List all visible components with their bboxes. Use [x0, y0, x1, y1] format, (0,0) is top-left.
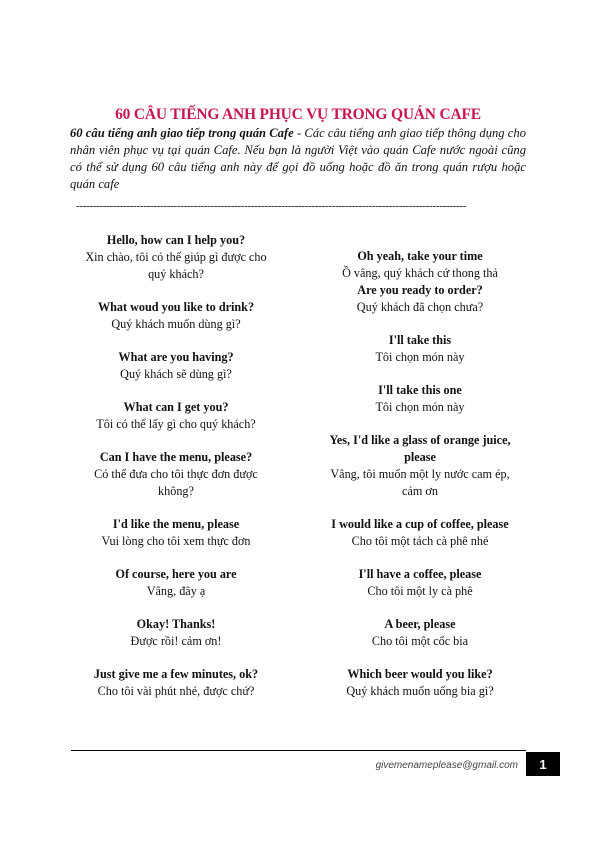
- phrase-item: [322, 666, 518, 700]
- document-title: 60 CÂU TIẾNG ANH PHỤC VỤ TRONG QUÁN CAFE: [115, 106, 481, 123]
- phrase-vietnamese: Vui lòng cho tôi xem thực đơn: [101, 534, 251, 548]
- phrase-item: [322, 566, 518, 616]
- phrase-english: I'll take this one: [378, 383, 462, 397]
- phrase-english: I'll take this: [388, 333, 452, 347]
- phrase-vietnamese: Cho tôi một tách cà phê nhé: [351, 534, 489, 548]
- phrase-column-left: [78, 232, 274, 700]
- phrase-english: I'd like the menu, please: [112, 517, 240, 531]
- phrase-item: [322, 516, 518, 566]
- phrase-item: [322, 248, 518, 265]
- phrase-column-right: [322, 248, 518, 700]
- phrase-english: What are you having?: [118, 350, 234, 364]
- phrase-item: [78, 516, 274, 566]
- phrase-item: [78, 666, 274, 700]
- phrase-english: Are you ready to order?: [357, 283, 483, 297]
- phrase-item: [78, 349, 274, 399]
- phrase-item: [322, 282, 518, 332]
- separator-line: --------------------------------------------------------------------------------------------------------------------: [76, 200, 467, 212]
- footer-rule: [71, 750, 526, 751]
- footer-email: givemenameplease@gmail.com: [375, 760, 518, 771]
- phrase-vietnamese: Ồ vâng, quý khách cứ thong thả: [342, 266, 498, 280]
- phrase-vietnamese: Tôi chọn món này: [375, 400, 465, 414]
- phrase-item: [322, 332, 518, 382]
- intro-paragraph: [70, 125, 526, 193]
- phrase-vietnamese: Quý khách sẽ dùng gì?: [120, 367, 232, 381]
- phrase-item: [322, 616, 518, 666]
- page-number: 1: [526, 752, 560, 776]
- phrase-english: Just give me a few minutes, ok?: [93, 667, 259, 681]
- phrase-english: Hello, how can I help you?: [106, 233, 246, 247]
- phrase-vietnamese: Quý khách muốn dùng gì?: [111, 317, 241, 331]
- phrase-vietnamese: Quý khách muốn uống bia gì?: [346, 684, 494, 698]
- phrase-english: I would like a cup of coffee, please: [331, 517, 509, 531]
- phrase-item: [78, 449, 274, 516]
- phrase-vietnamese: Tôi chọn món này: [375, 350, 465, 364]
- phrase-vietnamese: Được rồi! cảm ơn!: [130, 634, 222, 648]
- phrase-vietnamese: Vâng, tôi muốn một ly nước cam ép, cảm ơn: [330, 467, 510, 498]
- phrase-item: [78, 232, 274, 299]
- phrase-english: What woud you like to drink?: [97, 300, 255, 314]
- phrase-vietnamese: Tôi có thể lấy gì cho quý khách?: [96, 417, 256, 431]
- phrase-item-cont: [322, 265, 518, 282]
- phrase-vietnamese: Có thể đưa cho tôi thực đơn được không?: [94, 467, 258, 498]
- phrase-english: I'll have a coffee, please: [358, 567, 482, 581]
- phrase-english: Okay! Thanks!: [136, 617, 216, 631]
- phrase-vietnamese: Vâng, đây ạ: [146, 584, 206, 598]
- phrase-vietnamese: Cho tôi một ly cà phê: [367, 584, 473, 598]
- phrase-item: [322, 382, 518, 432]
- phrase-item: [78, 399, 274, 449]
- phrase-item: [78, 566, 274, 616]
- phrase-english: Yes, I'd like a glass of orange juice, please: [329, 433, 511, 464]
- phrase-item: [78, 299, 274, 349]
- phrase-english: Of course, here you are: [115, 567, 237, 581]
- phrase-vietnamese: Xin chào, tôi có thể giúp gì được cho quý khách?: [85, 250, 267, 281]
- phrase-english: Which beer would you like?: [347, 667, 493, 681]
- intro-text: - Các câu tiếng anh giao tiếp thông dụng cho nhân viên phục vụ tại quán Cafe. Nếu bạn là người Việt vào quán Cafe nước ngoài cũng có thể sử dụng 60 câu tiếng anh này để gọi đồ uống hoặc đồ ăn trong quán rượu hoặc quán cafe: [70, 126, 526, 191]
- phrase-english: Can I have the menu, please?: [99, 450, 253, 464]
- phrase-vietnamese: Cho tôi một cốc bia: [371, 634, 469, 648]
- phrase-english: What can I get you?: [123, 400, 229, 414]
- phrase-item: [322, 432, 518, 516]
- phrase-vietnamese: Cho tôi vài phút nhé, được chứ?: [97, 684, 255, 698]
- intro-bold: 60 câu tiếng anh giao tiếp trong quán Cafe: [70, 126, 294, 140]
- phrase-english: A beer, please: [384, 617, 456, 631]
- phrase-vietnamese: Quý khách đã chọn chưa?: [356, 300, 484, 314]
- phrase-item: [78, 616, 274, 666]
- phrase-english: Oh yeah, take your time: [357, 249, 483, 263]
